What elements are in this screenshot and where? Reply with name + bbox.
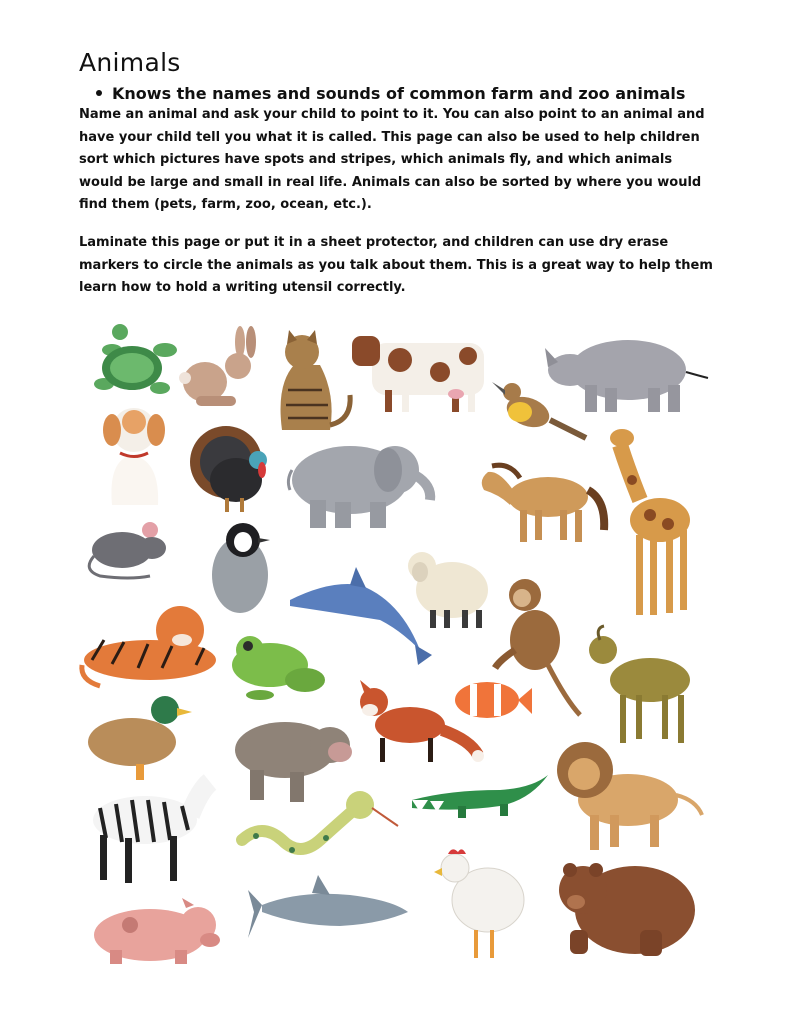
mouse-icon <box>89 522 166 578</box>
goat-icon <box>589 626 690 743</box>
lion-icon <box>557 742 702 850</box>
giraffe-icon <box>610 429 690 615</box>
duck-icon <box>88 696 192 780</box>
turkey-icon <box>190 426 267 512</box>
tiger-icon <box>82 606 216 686</box>
penguin-icon <box>212 523 270 613</box>
snake-icon <box>242 791 398 853</box>
shark-icon <box>248 875 408 938</box>
frog-icon <box>232 636 325 700</box>
bear-icon <box>559 863 695 956</box>
learning-objective-text: Knows the names and sounds of common farm and zoo animals <box>112 84 686 103</box>
turtle-icon <box>94 324 177 394</box>
horse-icon <box>482 465 604 542</box>
dolphin-icon <box>290 567 432 665</box>
hippo-icon <box>235 722 352 802</box>
fish-icon <box>455 682 532 718</box>
bird-icon <box>492 382 586 438</box>
crocodile-icon <box>412 775 548 818</box>
laminate-tip-paragraph: Laminate this page or put it in a sheet protector, and children can use dry erase markers to circle the animals as you talk about them. This is a great way to help them learn how to hold a writing utensil correctly. <box>79 235 713 295</box>
instructions-paragraph: Name an animal and ask your child to point to it. You can also point to an animal and have your child tell you what it is called. This page can also be used to help children sort which pictures have spots and stripes, which animals fly, and which animals would be large and small in real life. Animals can also be sorted by where you would find them (pets, farm, zoo, ocean, etc.). <box>79 107 705 212</box>
zebra-icon <box>93 782 210 883</box>
sheep-icon <box>408 552 488 628</box>
elephant-icon <box>288 446 430 528</box>
chicken-icon <box>434 849 524 958</box>
cow-icon <box>352 336 484 412</box>
dog-icon <box>103 408 165 505</box>
rabbit-icon <box>179 326 256 406</box>
rhino-icon <box>545 340 708 412</box>
pig-icon <box>94 898 220 964</box>
cat-icon <box>281 330 351 430</box>
page-title: Animals <box>79 48 181 77</box>
